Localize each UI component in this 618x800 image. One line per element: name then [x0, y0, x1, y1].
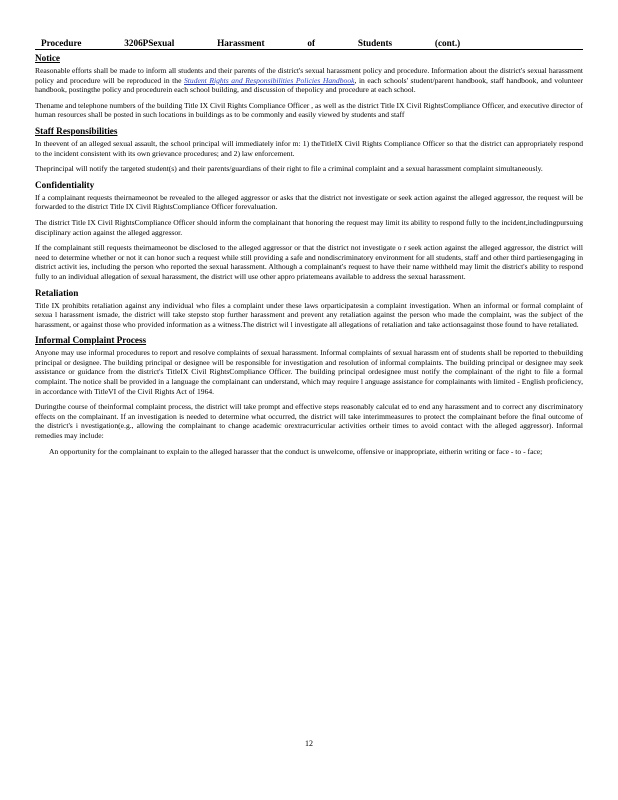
- page-number: 12: [305, 739, 313, 748]
- header-number: 3206PSexual: [124, 38, 175, 48]
- remedy-list-item-text: An opportunity for the complainant to explain to the alleged harasser that the conduct is unwelcome, offensive or inappropriate, eitherin writing or face - to - face;: [49, 446, 543, 456]
- confidentiality-paragraph-3: If the complainant still requests theirnameonot be disclosed to the alleged aggressor or that the district not investigate o r seek action against the alleged aggressor, the district will need to determine whether or not it can honor such a request while still providing a safe and nondiscriminatory environment for all students, staff and other third partiesengaging in district activit ies, including the person who reported the sexual harassment. Although a complainant's request to have their name withheld may limit the district's ability to respond fully to an individual allegation of sexual harassment, the district will use other appro priatemeans available to address the sexual harassment.: [35, 243, 583, 281]
- header-harassment: Harassment: [217, 38, 265, 48]
- header-students: Students: [357, 38, 393, 48]
- handbook-link[interactable]: Student Rights and Responsibilities Policies Handbook: [184, 75, 355, 85]
- confidentiality-paragraph-2: The district Title IX Civil RightsCompliance Officer should inform the complainant that honoring the request may limit its ability to respond fully to the incident,includingpursuing disciplinary action against the alleged aggressor.: [35, 217, 583, 237]
- retaliation-paragraph-1: Title IX prohibits retaliation against any individual who files a complaint under these laws orparticipatesin a complaint investigation. When an informal or formal complaint of sexua l harassment ismade, the district will take stepsto stop further harassment and prevent any retaliation against the person who made the complaint, was the subject of the harassment, or against those who provided information as a witness.The district wil l investigate all allegations of retaliation and take actionsagainst those found to have retaliated.: [35, 300, 583, 329]
- notice-paragraph-1: Reasonable efforts shall be made to inform all students and their parents of the district's sexual harassment policy and procedure. Information about the district's sexual harassment policy and procedure will be reproduced in the Student Rights and Responsibilities Policies Handbook, in each schools' student/parent handbook, staff handbook, and volunteer handbook, postingthe policy and procedurein each school building, and discussion of thepolicy and procedure at each school.: [35, 66, 583, 95]
- informal-paragraph-1: Anyone may use informal procedures to report and resolve complaints of sexual harassment. Informal complaints of sexual harassm ent of students shall be reported to thebuilding principal or designee. The building principal or designee will be responsible for investigation and resolution of informal complaints. The building principal or designee may seek assistance or guidance from the district's TitleIX Civil RightsCompliance Officer. The building principal ordesignee must notify the complainant of the right to file a formal complaint. The notice shall be provided in a language the complainant can understand, which may require l anguage assistance for complainants with limited - English proficiency, in accordance with TitleVI of the Civil Rights Act of 1964.: [35, 348, 583, 396]
- header-cont: (cont.): [434, 38, 461, 48]
- page-header: [35, 38, 583, 50]
- staff-heading: Staff Responsibilities: [35, 125, 118, 136]
- bullet-glyph: [35, 447, 49, 457]
- staff-paragraph-1: In theevent of an alleged sexual assault, the school principal will immediately infor m: 1) theTitleIX Civil Rights Compliance Officer so that the district can appropriately respond to the incident consistent with its own grievance procedures; and 2) law enforcement.: [35, 138, 583, 158]
- confidentiality-paragraph-1: If a complainant requests theirnameonot be revealed to the alleged aggressor or asks that the district not investigate or seek action against the alleged aggressor, the request will be forwarded to the district Title IX Civil RightsCompliance Officer forevaluation.: [35, 192, 583, 212]
- notice-paragraph-2: Thename and telephone numbers of the building Title IX Civil Rights Compliance Officer , as well as the district Title IX Civil RightsCompliance Officer, and executive director of human resources shall be posted in such locations in buildings as to be commonly and easily viewed by students and staff: [35, 100, 583, 120]
- retaliation-heading: Retaliation: [35, 287, 79, 298]
- document-page: [35, 38, 583, 456]
- header-procedure: Procedure: [41, 38, 82, 48]
- confidentiality-heading: Confidentiality: [35, 179, 95, 190]
- remedy-list-item: [35, 447, 583, 457]
- staff-paragraph-2: Theprincipal will notify the targeted student(s) and their parents/guardians of their right to file a criminal complaint and a sexual harassment complaint simultaneously.: [35, 164, 543, 174]
- informal-heading: Informal Complaint Process: [35, 335, 147, 346]
- header-of: of: [307, 38, 316, 48]
- notice-heading: Notice: [35, 53, 60, 63]
- informal-paragraph-2: Duringthe course of theinformal complaint process, the district will take prompt and effective steps reasonably calculat ed to end any harassment and to correct any discriminatory effects on the complainant. If an investigation is needed to determine what occurred, the district will take interimmeasures to protect the complainant before the final outcome of the district's i nvestigation(e.g., allowing the complainant to change academic orextracurricular activities ortheir times to avoid contact with the alleged aggressor). Informal remedies may include:: [35, 402, 583, 441]
